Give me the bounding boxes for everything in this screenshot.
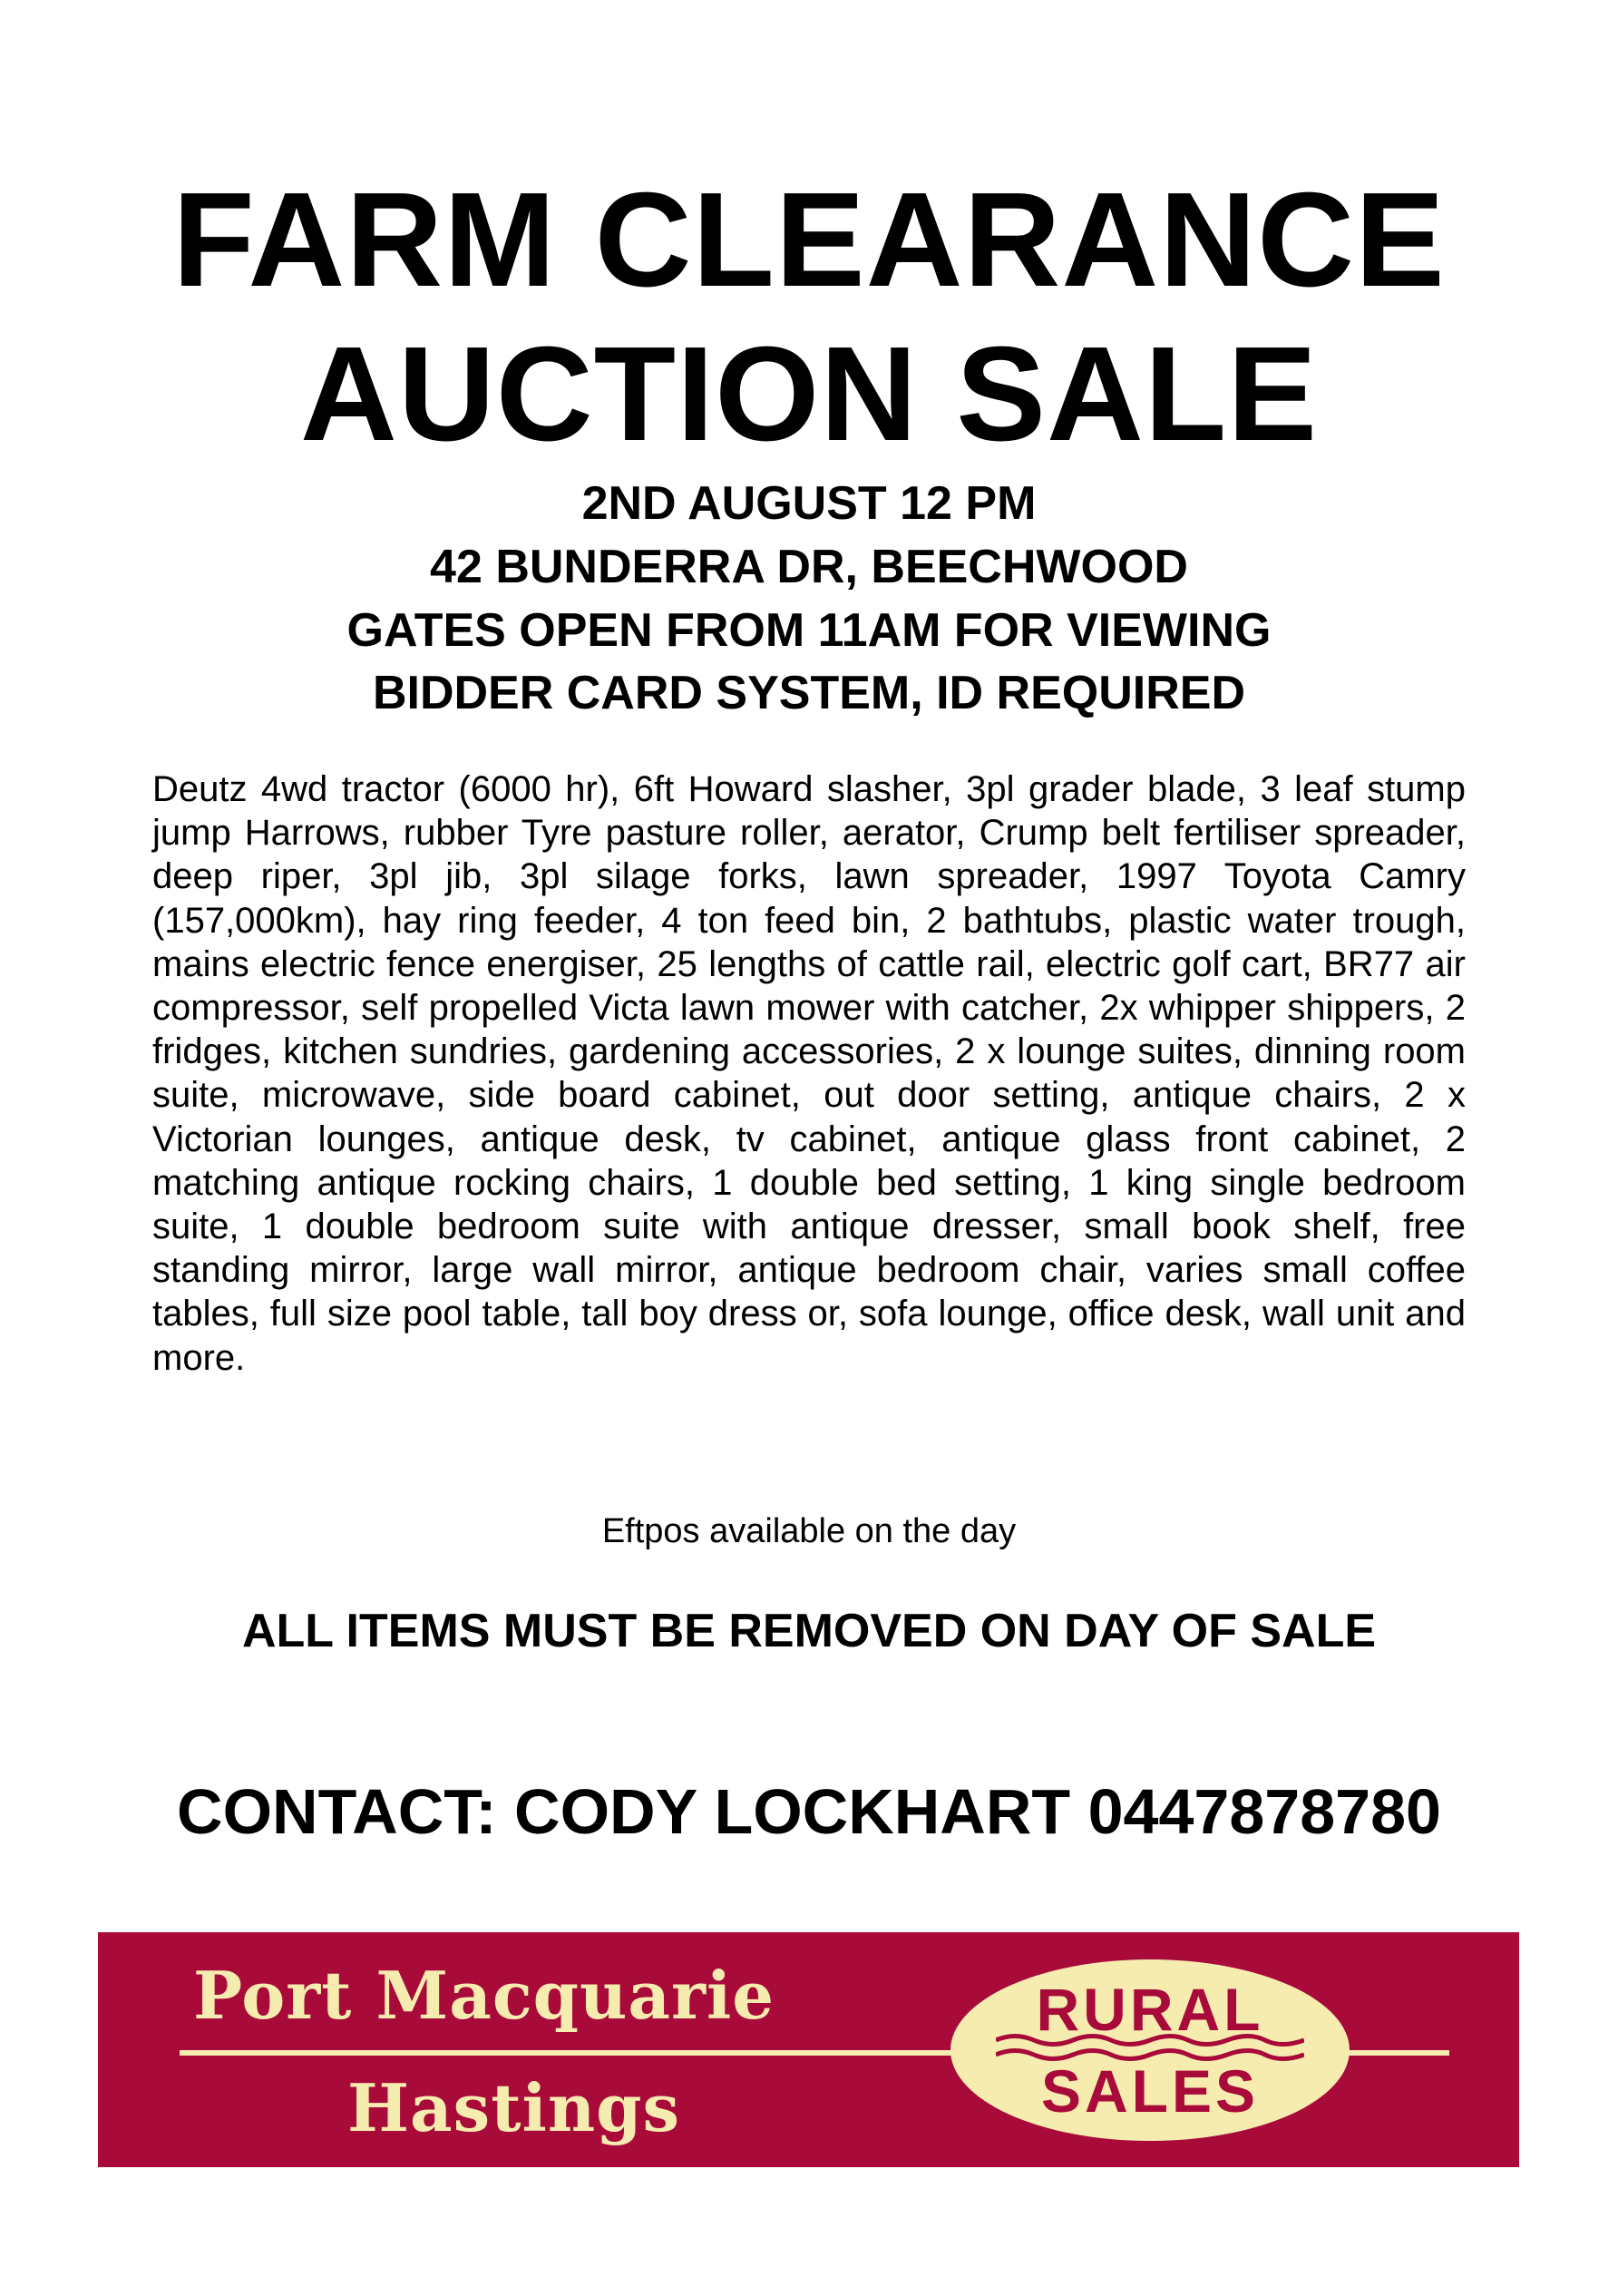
sale-address: 42 BUNDERRA DR, BEECHWOOD <box>430 541 1188 593</box>
payment-note: Eftpos available on the day <box>601 1512 1017 1550</box>
logo-text-port-macquarie: Port Macquarie <box>193 1957 775 2034</box>
contact-line: CONTACT: CODY LOCKHART 0447878780 <box>177 1776 1441 1847</box>
bidder-requirements: BIDDER CARD SYSTEM, ID REQUIRED <box>372 667 1246 719</box>
sale-date-time: 2ND AUGUST 12 PM <box>581 477 1037 530</box>
logo-oval-emblem <box>950 1959 1350 2141</box>
removal-notice: ALL ITEMS MUST BE REMOVED ON DAY OF SALE <box>241 1605 1377 1657</box>
items-for-sale-list: Deutz 4wd tractor (6000 hr), 6ft Howard slasher, 3pl grader blade, 3 leaf stump jump Harrows, rubber Tyre pasture roller, aerator, Crump belt fertiliser spreader, deep riper, 3pl jib, 3pl silage forks, lawn spreader, 1997 Toyota Camry (157,000km), hay ring feeder, 4 ton feed bin, 2 bathtubs, plastic water trough, mains electric fence energiser, 25 lengths of cattle rail, electric golf cart, BR77 air compressor, self propelled Victa lawn mower with catcher, 2x whipper shippers, 2 fridges, kitchen sundries, gardening accessories, 2 x lounge suites, dinning room suite, microwave, side board cabinet, out door setting, antique chairs, 2 x Victorian lounges, antique desk, tv cabinet, antique glass front cabinet, 2 matching antique rocking chairs, 1 double bed setting, 1 king single bedroom suite, 1 double bedroom suite with antique dresser, small book shelf, free standing mirror, large wall mirror, antique bedroom chair, varies small coffee tables, full size pool table, tall boy dress or, sofa lounge, office desk, wall unit and more. <box>152 769 1466 1378</box>
agency-logo <box>98 1932 1519 2167</box>
viewing-hours: GATES OPEN FROM 11AM FOR VIEWING <box>346 604 1272 657</box>
flyer-title-line-1: FARM CLEARANCE <box>172 165 1446 315</box>
logo-oval-top-text: RURAL <box>1036 1976 1264 2043</box>
logo-oval-bottom-text: SALES <box>1040 2057 1260 2125</box>
flyer-title-line-2: AUCTION SALE <box>300 319 1318 469</box>
logo-text-hastings: Hastings <box>347 2069 681 2146</box>
